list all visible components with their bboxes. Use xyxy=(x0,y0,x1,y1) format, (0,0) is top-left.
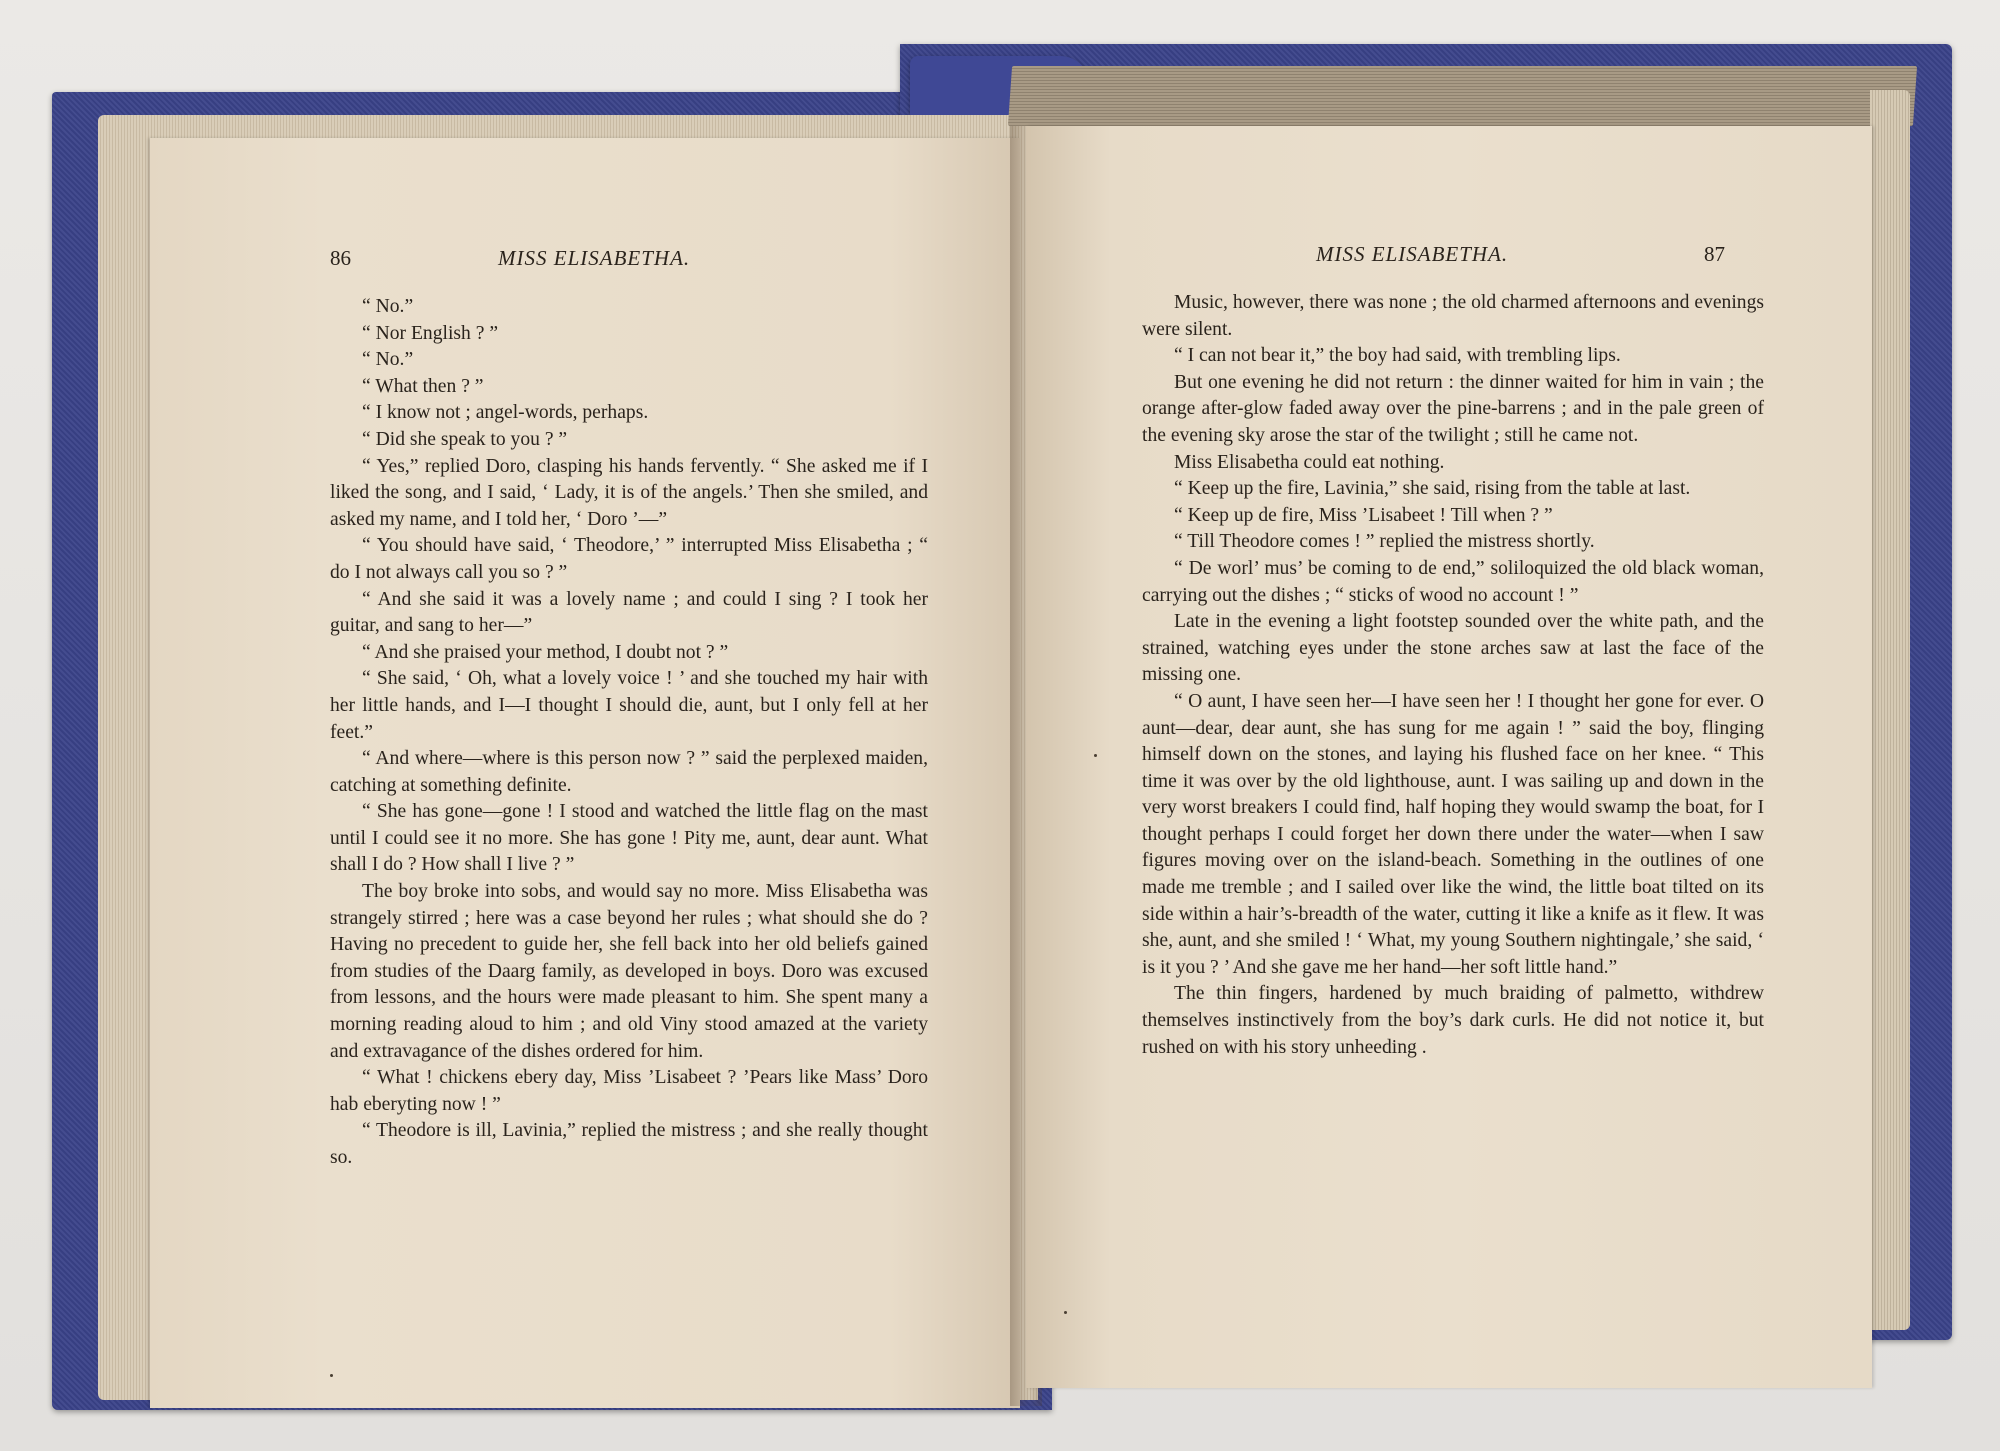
paragraph: “ I know not ; angel-words, perhaps. xyxy=(362,402,649,424)
paragraph: “ O aunt, I have seen her—I have seen her ! I thought her gone for ever. O aunt—dear, dear aunt, she has sung for me again ! ” said the boy, flinging himself down on the stones, and laying his flushed face on her knee. “ This time it was over by the old lighthouse, aunt. I was sailing up and down in the very worst breakers I could find, half hoping they would swamp the boat, for I thought perhaps I could forget her down there under the water—when I saw figures moving over on the island-beach. Something in the outlines of one made me tremble ; and I sailed over like the wind, the little boat tilted on its side within a hair’s-breadth of the water, cutting it like a knife as it flew. It was she, aunt, and she smiled ! ‘ What, my young Southern nightingale,’ she said, ‘ is it you ? ’ And she gave me her hand—her soft little hand.” xyxy=(1142,690,1764,978)
paragraph: “ Till Theodore comes ! ” replied the mistress shortly. xyxy=(1174,531,1595,553)
paragraph: “ No.” xyxy=(362,349,414,371)
paragraph: “ What then ? ” xyxy=(362,375,484,397)
right-page xyxy=(1026,126,1872,1388)
paragraph: “ Keep up de fire, Miss ’Lisabeet ! Till when ? ” xyxy=(1174,504,1553,526)
paragraph: “ Keep up the fire, Lavinia,” she said, rising from the table at last. xyxy=(1174,478,1691,500)
page-number: 86 xyxy=(330,246,351,270)
page-number: 87 xyxy=(1704,242,1725,266)
running-head: MISS ELISABETHA. xyxy=(1316,242,1509,266)
paragraph: “ She said, ‘ Oh, what a lovely voice ! ’ and she touched my hair with her little hands, and I—I thought I should die, aunt, but I only fell at her feet.” xyxy=(330,668,928,743)
paragraph: Music, however, there was none ; the old charmed afternoons and evenings were silent. xyxy=(1142,292,1764,340)
paragraph: But one evening he did not return : the dinner waited for him in vain ; the orange after-glow faded away over the pine-barrens ; and in the pale green of the evening sky arose the star of the twilight ; still he came not. xyxy=(1142,371,1764,446)
left-page xyxy=(150,138,1020,1408)
paragraph: The thin fingers, hardened by much braiding of palmetto, withdrew themselves instinctively from the boy’s dark curls. He did not notice it, but rushed on with his story unheeding . xyxy=(1142,983,1764,1058)
paragraph: “ And she praised your method, I doubt not ? ” xyxy=(362,641,729,663)
page-edges-right xyxy=(1870,90,1910,1330)
running-head: MISS ELISABETHA. xyxy=(498,246,691,270)
paragraph: Miss Elisabetha could eat nothing. xyxy=(1174,451,1445,473)
paragraph: “ You should have said, ‘ Theodore,’ ” interrupted Miss Elisabetha ; “ do I not always call you so ? ” xyxy=(330,535,928,583)
paragraph: “ Did she speak to you ? ” xyxy=(362,428,568,450)
paragraph: Late in the evening a light footstep sounded over the white path, and the strained, watching eyes under the stone arches saw at last the face of the missing one. xyxy=(1142,611,1764,686)
paragraph: “ Theodore is ill, Lavinia,” replied the mistress ; and she really thought so. xyxy=(330,1120,928,1168)
paragraph: “ De worl’ mus’ be coming to de end,” soliloquized the old black woman, carrying out the dishes ; “ sticks of wood no account ! ” xyxy=(1142,557,1764,606)
paragraph: “ And she said it was a lovely name ; and could I sing ? I took her guitar, and sang to her—” xyxy=(330,588,928,637)
paragraph: “ And where—where is this person now ? ” said the perplexed maiden, catching at something definite. xyxy=(330,748,928,796)
paragraph: The boy broke into sobs, and would say no more. Miss Elisabetha was strangely stirred ; here was a case beyond her rules ; what should she do ? Having no precedent to guide her, she fell back into her old beliefs gained from studies of the Daarg family, as developed in boys. Doro was excused from lessons, and the hours were made pleasant to him. She spent many a morning reading aloud to him ; and old Viny stood amazed at the variety and extravagance of the dishes ordered for him. xyxy=(330,881,928,1062)
ink-speck xyxy=(1094,754,1097,757)
ink-speck xyxy=(330,1374,333,1377)
paragraph: “ Yes,” replied Doro, clasping his hands fervently. “ She asked me if I liked the song, and I said, ‘ Lady, it is of the angels.’ Then she smiled, and asked my name, and I told her, ‘ Doro ’—” xyxy=(330,455,928,530)
paragraph: “ She has gone—gone ! I stood and watched the little flag on the mast until I could see it no more. She has gone ! Pity me, aunt, dear aunt. What shall I do ? How shall I live ? ” xyxy=(330,801,928,876)
page-text xyxy=(1142,290,1764,1061)
paragraph: “ What ! chickens ebery day, Miss ’Lisabeet ? ’Pears like Mass’ Doro hab eberyting now ! ” xyxy=(330,1067,928,1115)
paragraph: “ No.” xyxy=(362,296,414,317)
paragraph: “ I can not bear it,” the boy had said, with trembling lips. xyxy=(1174,345,1621,367)
ink-speck xyxy=(1064,1311,1067,1314)
paragraph: “ Nor English ? ” xyxy=(362,322,499,344)
page-text xyxy=(330,294,928,1172)
page-edges-top xyxy=(1008,66,1917,126)
